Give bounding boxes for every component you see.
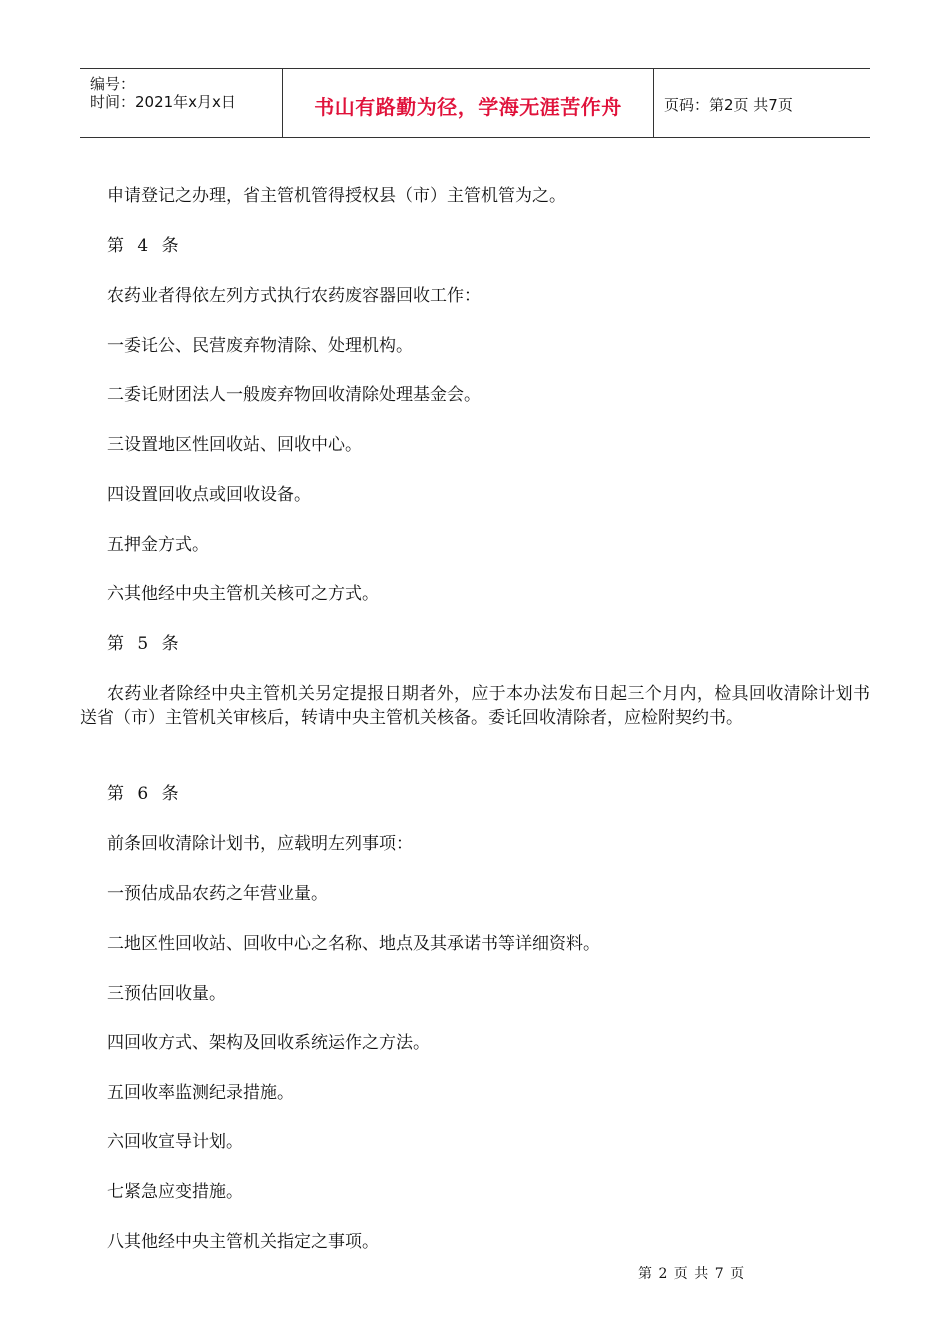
list-item: 五押金方式。 [107, 535, 209, 555]
paragraph: 前条回收清除计划书，应载明左列事项： [107, 834, 413, 854]
header-motto: 书山有路勤为径，学海无涯苦作舟 [314, 95, 622, 119]
document-number-label: 编号： [90, 75, 136, 93]
list-item: 七紧急应变措施。 [107, 1182, 243, 1202]
list-item: 四设置回收点或回收设备。 [107, 485, 311, 505]
list-item: 六其他经中央主管机关核可之方式。 [107, 584, 379, 604]
header-page-cell [654, 69, 870, 137]
list-item: 二委讬财团法人一般废弃物回收清除处理基金会。 [107, 385, 481, 405]
list-item: 三预估回收量。 [107, 984, 226, 1004]
list-item: 一预估成品农药之年营业量。 [107, 884, 328, 904]
list-item: 三设置地区性回收站、回收中心。 [107, 435, 362, 455]
list-item: 一委讬公、民营废弃物清除、处理机构。 [107, 336, 413, 356]
document-time-label: 时间：2021年x月x日 [90, 93, 236, 111]
header-motto-cell [283, 69, 654, 137]
page-header [80, 68, 870, 138]
list-item: 二地区性回收站、回收中心之名称、地点及其承诺书等详细资料。 [107, 934, 600, 954]
article-heading: 第 5 条 [107, 634, 183, 654]
list-item: 五回收率监测纪录措施。 [107, 1083, 294, 1103]
list-item: 六回收宣导计划。 [107, 1132, 243, 1152]
list-item: 八其他经中央主管机关指定之事项。 [107, 1232, 379, 1252]
header-page-code: 页码：第2页 共7页 [664, 96, 793, 114]
paragraph-long: 农药业者除经中央主管机关另定提报日期者外，应于本办法发布日起三个月内，检具回收清除计划书送省（市）主管机关审核后，转请中央主管机关核备。委讬回收清除者，应检附契约书。 [80, 684, 870, 728]
list-item: 四回收方式、架构及回收系统运作之方法。 [107, 1033, 430, 1053]
page-footer: 第 2 页 共 7 页 [638, 1266, 746, 1282]
paragraph: 农药业者得依左列方式执行农药废容器回收工作： [107, 286, 481, 306]
article-heading: 第 6 条 [107, 784, 183, 804]
paragraph: 申请登记之办理，省主管机管得授权县（市）主管机管为之。 [107, 186, 566, 206]
article-heading: 第 4 条 [107, 236, 183, 256]
header-meta-cell [80, 69, 283, 137]
